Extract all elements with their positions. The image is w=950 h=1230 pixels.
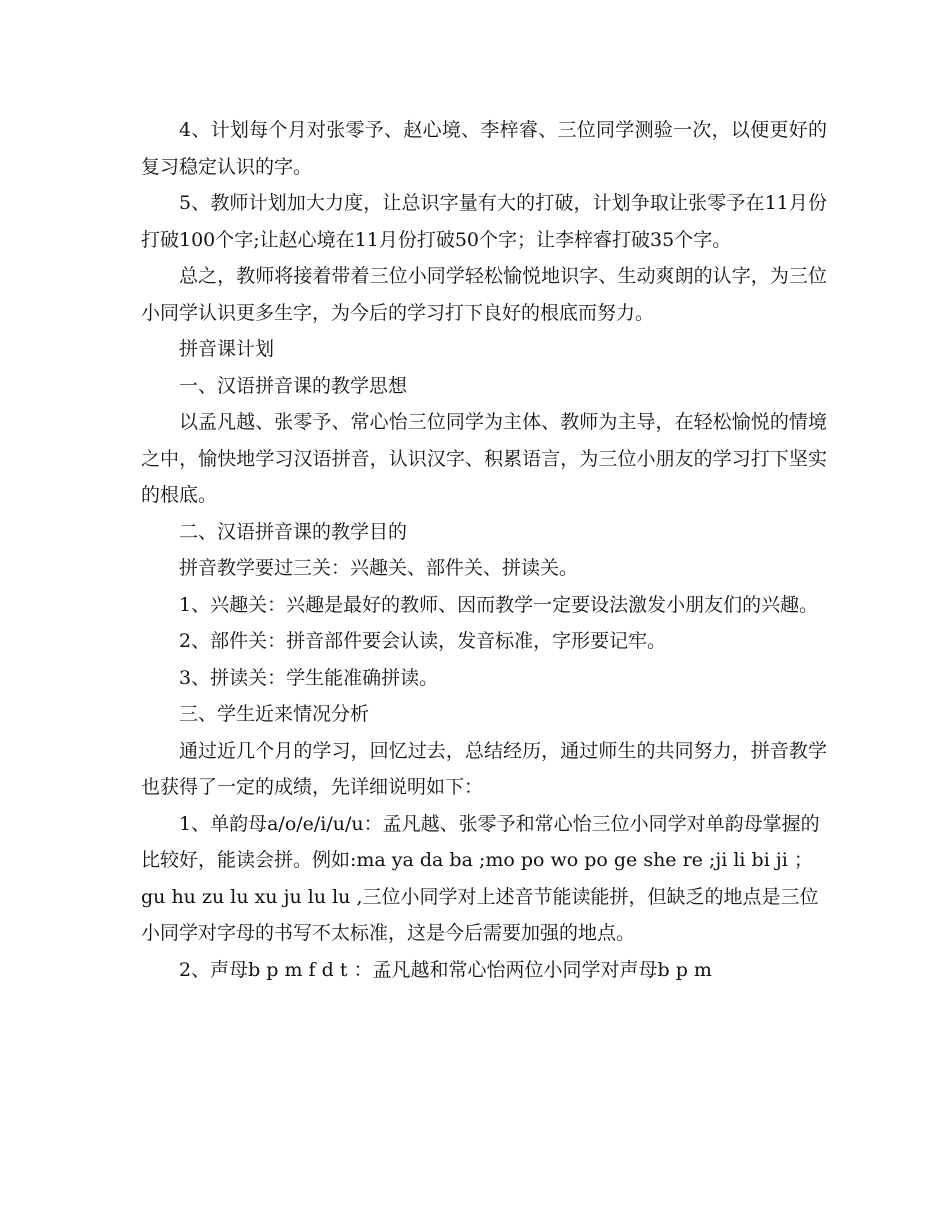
heading-teaching-goals: 二、汉语拼音课的教学目的 — [179, 520, 408, 543]
section-title-pinyin-plan: 拼音课计划 — [179, 338, 275, 360]
heading-student-analysis: 三、学生近来情况分析 — [179, 703, 370, 725]
paragraph-component-stage: 2、部件关：拼音部件要会认读，发音标准，字形要记牢。 — [179, 630, 667, 652]
paragraph-initials: 2、声母b p m f d t ：孟凡越和常心怡两位小同学对声母b p m — [179, 958, 712, 981]
document-body — [141, 112, 827, 988]
paragraph-test-plan: 4、计划每个月对张零予、赵心境、李梓睿、三位同学测验一次，以便更好的复习稳定认识的字。 — [141, 119, 827, 178]
paragraph-reading-stage: 3、拼读关：学生能准确拼读。 — [179, 666, 439, 689]
paragraph-summary: 总之，教师将接着带着三位小同学轻松愉悦地识字、生动爽朗的认字，为三位小同学认识更多生字，为今后的学习打下良好的根底而努力。 — [141, 265, 827, 324]
paragraph-teaching-philosophy: 以孟凡越、张零予、常心怡三位同学为主体、教师为主导，在轻松愉悦的情境之中，愉快地学习汉语拼音，认识汉字、积累语言，为三位小朋友的学习打下坚实的根底。 — [141, 411, 827, 506]
paragraph-three-stages: 拼音教学要过三关：兴趣关、部件关、拼读关。 — [179, 557, 579, 579]
heading-teaching-philosophy: 一、汉语拼音课的教学思想 — [179, 374, 408, 397]
paragraph-interest-stage: 1、兴趣关：兴趣是最好的教师、因而教学一定要设法激发小朋友们的兴趣。 — [179, 593, 819, 616]
paragraph-literacy-goal: 5、教师计划加大力度，让总识字量有大的打破，计划争取让张零予在11月份打破100个字;让赵心境在11月份打破50个字；让李梓睿打破35个字。 — [141, 192, 827, 251]
paragraph-progress-overview: 通过近几个月的学习，回忆过去，总结经历，通过师生的共同努力，拼音教学也获得了一定的成绩，先详细说明如下： — [141, 739, 827, 798]
paragraph-single-vowels: 1、单韵母a/o/e/i/u/u：孟凡越、张零予和常心怡三位小同学对单韵母掌握的比较好，能读会拼。例如:ma ya da ba ;mo po wo po ge she re ;ji li bi ji ；gu hu zu lu xu ju lu lu ,三位小同学对上述音节能读能拼，但缺乏的地点是三位小同学对字母的书写不太标准，这是今后需要加强的地点。 — [141, 812, 820, 944]
